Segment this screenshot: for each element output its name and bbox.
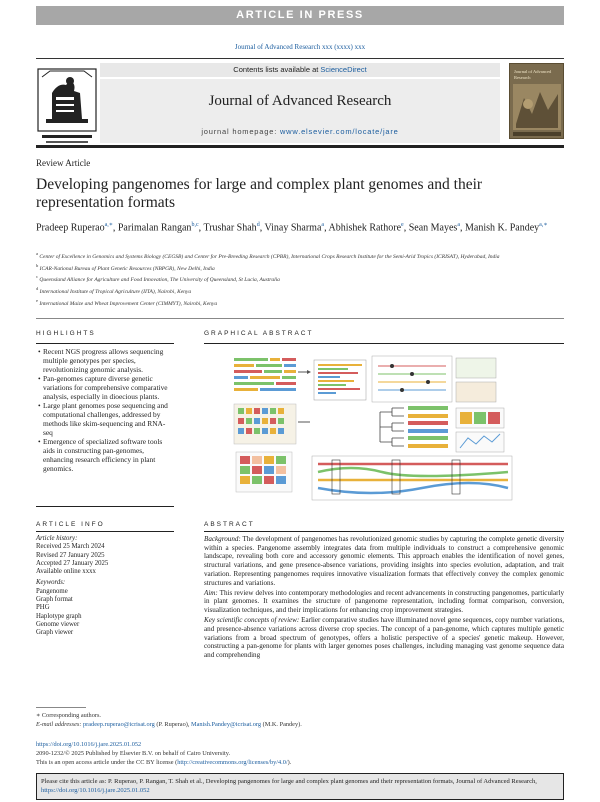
journal-reference[interactable]: Journal of Advanced Research xxx (xxxx) xxx <box>234 43 366 51</box>
keyword: Graph format <box>36 596 73 604</box>
cover-art <box>510 64 564 139</box>
article-info-rule <box>36 531 174 532</box>
sciencedirect-link[interactable]: ScienceDirect <box>320 65 367 74</box>
ga-heatmap <box>236 452 292 492</box>
highlight-item: • Pan-genomes capture diverse genetic variations for comprehensive comparative analysis, especially in dioecious plants. <box>38 374 172 401</box>
ga-variation-graph <box>312 456 512 500</box>
affiliation: $^d$ International Institute of Tropical Agriculture (IITA), Nairobi, Kenya <box>36 285 192 295</box>
author-affiliation-marker[interactable]: a,∗ <box>104 222 113 228</box>
highlight-item: • Recent NGS progress allows sequencing multiple genotypes per species, revolutionizing genomic analysis. <box>38 347 172 374</box>
keyword: PHG <box>36 604 50 612</box>
license-link[interactable]: http://creativecommons.org/licenses/by/4.0/ <box>177 759 288 766</box>
article-info-block <box>36 535 186 638</box>
corresponding-note: ∗ Corresponding authors. <box>36 712 101 719</box>
email-link-1[interactable]: pradeep.ruperao@icrisat.org <box>83 721 155 728</box>
author-name[interactable]: Vinay Sharma <box>264 222 322 234</box>
footnote-rule <box>36 707 86 708</box>
affiliation: $^b$ ICAR-National Bureau of Plant Genetic Resources (NBPGR), New Delhi, India <box>36 262 215 272</box>
abstract-body <box>204 535 564 661</box>
author-affiliation-marker[interactable]: a,∗ <box>539 222 548 228</box>
keyword: Haplotype graph <box>36 612 82 620</box>
abstract-key-concepts: Key scientific concepts of review: Earlier comparative studies have illuminated novel gene sequences, copy number variations, and presence-absence variations across diverse crop species. The concept of a pan-genome, which captures multiple genetic variations from a broad spectrum of genotypes, offers a holistic perspective of a species' genetic makeup. However, constructing a pan-genome for plants with larger genomes poses challenges, including managing vast genome sequence data and comprehending <box>204 616 564 660</box>
affiliation: $^a$ Center of Excellence in Genomics and Systems Biology (CEGSB) and Center for Pre-Breeding Research (CPBR), International Crops Research Institute for the Semi-Arid Tropics (ICRISAT), Hyderabad, India <box>36 251 500 260</box>
affiliation-list <box>36 250 564 308</box>
author-affiliation-marker[interactable]: e <box>401 222 404 228</box>
homepage-link[interactable]: www.elsevier.com/locate/jare <box>279 127 399 136</box>
keyword: Graph viewer <box>36 629 74 637</box>
citation-doi-link[interactable]: https://doi.org/10.1016/j.jare.2025.01.052 <box>41 787 150 794</box>
keyword: Genome viewer <box>36 620 80 628</box>
highlights-heading: HIGHLIGHTS <box>36 330 96 337</box>
article-title: Developing pangenomes for large and complex plant genomes and their representation formats <box>36 176 483 211</box>
journal-title: Journal of Advanced Research <box>208 93 392 109</box>
abstract-aim: Aim: This review delves into contemporary methodologies and recent advancements in constructing pangenomes, particularly in plant genomes. It examines the structure of pangenome representation, including format comparison, conversion, visualization techniques, and their implications for enhancing crop improvement strategies. <box>204 588 564 615</box>
ga-population-grid <box>234 404 296 444</box>
history-item: Available online xxxx <box>36 568 96 576</box>
author-name[interactable]: Trushar Shah <box>203 222 257 234</box>
email-link-2[interactable]: Manish.Pandey@icrisat.org <box>190 721 262 728</box>
author-affiliation-marker[interactable]: a <box>321 222 325 228</box>
ga-phylogeny <box>380 406 448 448</box>
article-in-press-banner: ARTICLE IN PRESS <box>36 6 564 25</box>
affiliation: $^c$ Queensland Alliance for Agriculture and Food Innovation, The University of Queensland, St Lucia, Australia <box>36 274 280 284</box>
graphical-abstract-figure[interactable] <box>232 352 532 502</box>
copyright-note: 2090-1232/© 2025 Published by Elsevier B.V. on behalf of Cairo University. <box>36 750 231 757</box>
header-divider <box>36 58 564 59</box>
author-name[interactable]: Sean Mayes <box>408 222 458 234</box>
history-item: Revised 27 January 2025 <box>36 551 105 559</box>
author-affiliation-marker[interactable]: a <box>457 222 460 228</box>
doi-link[interactable]: https://doi.org/10.1016/j.jare.2025.01.052 <box>36 741 142 748</box>
highlight-item: • Large plant genomes pose sequencing and computational challenges, addressed by methods like skim-sequencing and RNA-seq <box>38 401 172 437</box>
abstract-heading: ABSTRACT <box>204 521 255 528</box>
history-list <box>36 543 186 576</box>
contents-prefix: Contents lists available at <box>233 65 321 74</box>
author-name[interactable]: Parimalan Rangan <box>117 222 192 234</box>
abstract-rule <box>204 531 564 532</box>
highlights-bottom-rule <box>36 506 174 507</box>
email-note: E-mail addresses: pradeep.ruperao@icrisat.org (P. Ruperao), Manish.Pandey@icrisat.org (M.K. Pandey). <box>36 721 302 728</box>
ga-graph-panel <box>372 356 496 402</box>
author-name[interactable]: Manish K. Pandey <box>464 222 540 234</box>
author-affiliation-marker[interactable]: d <box>256 222 260 228</box>
keyword: Pangenome <box>36 587 68 595</box>
journal-cover-thumbnail <box>509 63 564 139</box>
ga-genome-rows <box>234 358 296 391</box>
ga-side-panels <box>456 408 504 452</box>
keywords-label: Keywords: <box>36 579 66 587</box>
ga-read-panel <box>314 360 366 400</box>
homepage-prefix: journal homepage: <box>201 127 280 136</box>
highlight-item: • Emergence of specialized software tools aids in constructing pan-genomes, enhancing research efficiency in plant genomics. <box>38 437 172 473</box>
license-note: This is an open access article under the CC BY license (http://creativecommons.org/licenses/by/4.0/). <box>36 759 292 766</box>
header-thick-rule <box>36 145 564 148</box>
author-name[interactable]: Abhishek Rathore <box>328 222 402 234</box>
graphical-abstract-heading: GRAPHICAL ABSTRACT <box>204 330 314 337</box>
history-item: Received 25 March 2024 <box>36 543 105 551</box>
highlights-list <box>38 347 172 473</box>
publisher-logo <box>36 63 98 149</box>
abstract-background: Background: The development of pangenomes has revolutionized genomic studies by capturing the complete genetic diversity within a species. Pangenome assembly integrates data from multiple individuals to construct a comprehensive genomic landscape, revealing both core and accessory genomic elements. This approach enables the identification of novel genes, structural variations, and gene presence-absence variations, providing insights into species evolution, adaptation, and trait variation. Representing pangenomes requires innovative visualization formats that effectively convey the complex genomic structures and variations. <box>204 535 564 587</box>
contents-list-bar <box>100 63 500 77</box>
affiliation-divider <box>36 318 564 319</box>
author-name[interactable]: Pradeep Ruperao <box>36 222 105 234</box>
author-list: Pradeep Ruperao$^{a,∗}$, Parimalan Rangan$^{b,c}$, Trushar Shah$^d$, Vinay Sharma$^a$, Abhishek Rathore$^e$, Sean Mayes$^a$, Manish K. Pandey$^{a,∗}$ <box>36 222 548 234</box>
citation-box: Please cite this article as: P. Ruperao, P. Rangan, T. Shah et al., Developing pangenomes for large and complex plant genomes and their representation formats, Journal of Advanced Research, https://doi.org/10.1016/j.jare.2025.01.052 <box>36 773 564 800</box>
article-type: Review Article <box>36 158 91 168</box>
affiliation: $^e$ International Maize and Wheat Improvement Center (CIMMYT), Nairobi, Kenya <box>36 297 218 307</box>
cover-title: Journal of Advanced Research <box>514 69 552 80</box>
history-item: Accepted 27 January 2025 <box>36 559 109 567</box>
journal-homepage <box>100 127 500 136</box>
article-info-heading: ARTICLE INFO <box>36 521 105 528</box>
author-affiliation-marker[interactable]: b,c <box>191 222 199 228</box>
history-label: Article history: <box>36 535 78 542</box>
keyword-list <box>36 588 186 638</box>
